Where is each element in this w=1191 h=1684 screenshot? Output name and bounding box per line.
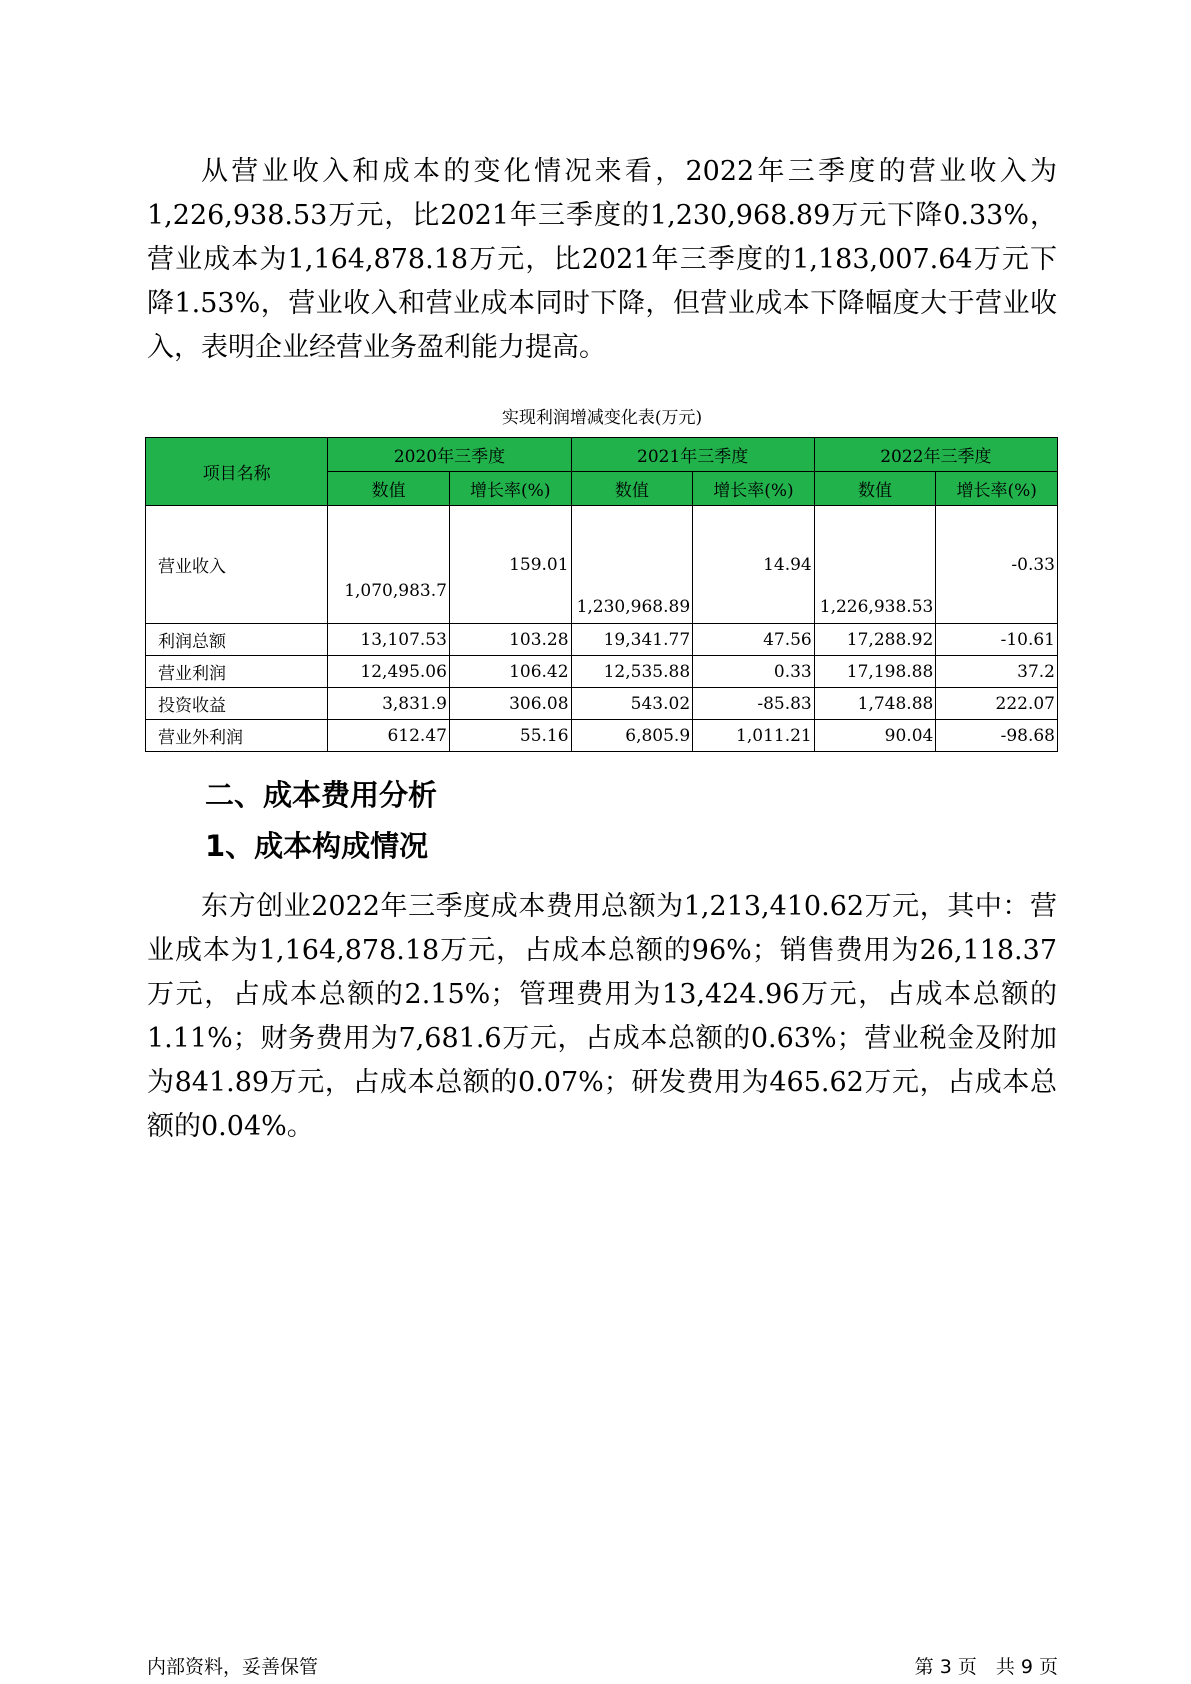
paragraph-cost-structure: 东方创业2022年三季度成本费用总额为1,213,410.62万元，其中：营业成本为1,164,878.18万元，占成本总额的96%；销售费用为26,118.37万元，占成本总额的2.15%；管理费用为13,424.96万元，占成本总额的1.11%；财务费用为7,681.6万元，占成本总额的0.63%；营业税金及附加为841.89万元，占成本总额的0.07%；研发费用为465.62万元，占成本总额的0.04%。 [147,891,1057,1142]
row-name: 营业利润 [146,656,328,688]
row-name: 投资收益 [146,688,328,720]
cell-value: 543.02 [571,688,693,720]
cell-value: 19,341.77 [571,624,693,656]
table-caption: 实现利润增减变化表(万元) [501,408,703,428]
cell-rate: 106.42 [449,656,571,688]
cell-value: 3,831.9 [328,688,450,720]
header-item-name: 项目名称 [146,438,328,506]
header-value: 数值 [571,472,693,506]
table-row [146,720,1058,752]
cell-rate: 306.08 [449,688,571,720]
cell-rate: 37.2 [936,656,1058,688]
section-heading: 二、成本费用分析 [205,778,438,812]
header-period-2021: 2021年三季度 [571,438,814,472]
row-name: 营业外利润 [146,720,328,752]
cell-value: 1,070,983.7 [328,506,450,624]
cell-rate: -98.68 [936,720,1058,752]
table-row [146,506,1058,624]
footer-confidential-note: 内部资料，妥善保管 [147,1656,319,1678]
header-value: 数值 [328,472,450,506]
cell-rate: 103.28 [449,624,571,656]
cell-value: 90.04 [814,720,936,752]
table-row [146,656,1058,688]
header-value: 数值 [814,472,936,506]
cell-rate: 1,011.21 [693,720,815,752]
cell-rate: -0.33 [936,506,1058,624]
cell-rate: 14.94 [693,506,815,624]
row-name: 营业收入 [146,506,328,624]
cell-value: 6,805.9 [571,720,693,752]
cell-rate: 0.33 [693,656,815,688]
header-rate: 增长率(%) [693,472,815,506]
cell-value: 17,288.92 [814,624,936,656]
cell-value: 1,226,938.53 [814,506,936,624]
table-row [146,688,1058,720]
cell-value: 1,230,968.89 [571,506,693,624]
cell-value: 12,535.88 [571,656,693,688]
header-rate: 增长率(%) [449,472,571,506]
cell-value: 13,107.53 [328,624,450,656]
cell-value: 17,198.88 [814,656,936,688]
header-period-2022: 2022年三季度 [814,438,1057,472]
cell-value: 12,495.06 [328,656,450,688]
header-period-2020: 2020年三季度 [328,438,571,472]
cell-rate: -10.61 [936,624,1058,656]
profit-change-table [145,437,1058,752]
cell-rate: 159.01 [449,506,571,624]
cell-rate: -85.83 [693,688,815,720]
table-row [146,624,1058,656]
subsection-heading: 1、成本构成情况 [205,829,429,863]
cell-rate: 55.16 [449,720,571,752]
cell-value: 612.47 [328,720,450,752]
row-name: 利润总额 [146,624,328,656]
footer-page-number: 第 3 页 共 9 页 [914,1656,1058,1678]
paragraph-revenue-cost: 从营业收入和成本的变化情况来看，2022年三季度的营业收入为1,226,938.53万元，比2021年三季度的1,230,968.89万元下降0.33%，营业成本为1,164,878.18万元，比2021年三季度的1,183,007.64万元下降1.53%，营业收入和营业成本同时下降，但营业成本下降幅度大于营业收入，表明企业经营业务盈利能力提高。 [147,156,1057,363]
cell-value: 1,748.88 [814,688,936,720]
cell-rate: 47.56 [693,624,815,656]
header-rate: 增长率(%) [936,472,1058,506]
cell-rate: 222.07 [936,688,1058,720]
